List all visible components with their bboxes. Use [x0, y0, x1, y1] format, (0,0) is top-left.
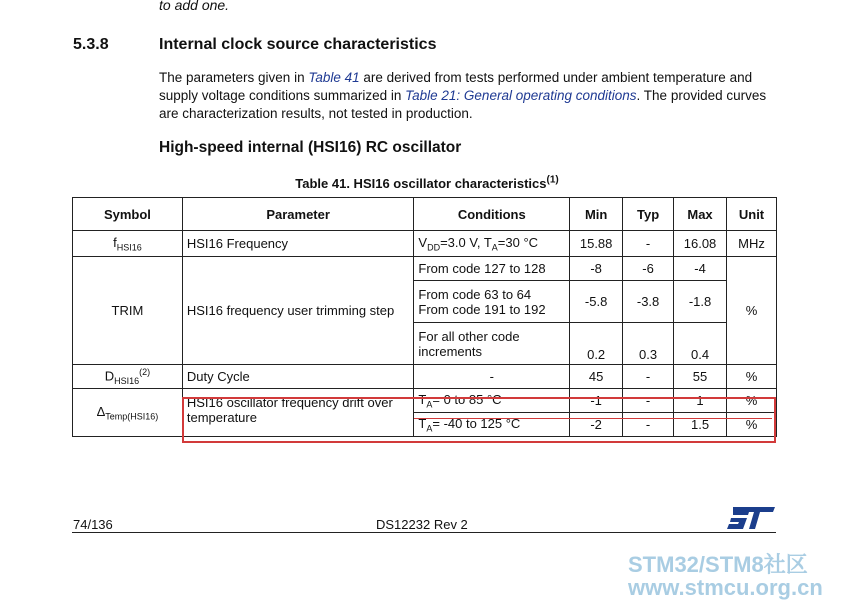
symbol-text: f — [113, 234, 117, 250]
symbol-footnote-ref: (2) — [139, 367, 151, 378]
cell-min: 45 — [570, 365, 623, 389]
watermark-url: www.stmcu.org.cn — [628, 575, 823, 600]
section-title: Internal clock source characteristics — [159, 36, 437, 53]
cond-line: For all other code — [418, 328, 520, 344]
table-header-row — [73, 198, 777, 231]
cell-typ: 0.3 — [623, 323, 674, 365]
header-symbol: Symbol — [73, 198, 183, 231]
cell-symbol — [73, 231, 183, 257]
cell-parameter: HSI16 Frequency — [182, 231, 414, 257]
cell-max: 1 — [674, 389, 727, 413]
cell-symbol — [73, 365, 183, 389]
subsection-title: High-speed internal (HSI16) RC oscillator — [159, 139, 462, 156]
cond-text: = -40 to 125 °C — [432, 415, 521, 431]
cell-conditions — [414, 281, 570, 323]
paragraph-text: The parameters given in — [159, 70, 309, 85]
cell-typ: - — [623, 365, 674, 389]
cond-text: =3.0 V, T — [440, 234, 492, 250]
header-typ: Typ — [623, 198, 674, 231]
symbol-text: D — [104, 368, 115, 384]
cond-subscript: A — [491, 242, 498, 253]
page-number: 74/136 — [73, 517, 113, 532]
cell-min: 0.2 — [570, 323, 623, 365]
header-unit: Unit — [727, 198, 777, 231]
cell-max: 55 — [674, 365, 727, 389]
cell-typ: - — [623, 231, 674, 257]
highlight-box-drift-rows — [182, 397, 776, 443]
preceding-text-fragment: to add one. — [159, 0, 230, 13]
symbol-subscript: HSI16 — [116, 242, 142, 253]
symbol-subscript: Temp(HSI16) — [105, 411, 159, 422]
cell-unit: % — [727, 257, 777, 365]
symbol-subscript: HSI16 — [114, 375, 140, 386]
st-logo-icon — [727, 507, 775, 534]
cell-max: -4 — [674, 257, 727, 281]
cell-symbol — [73, 389, 183, 437]
table-caption — [0, 175, 859, 191]
cond-text: T — [418, 391, 427, 407]
cell-max: 0.4 — [674, 323, 727, 365]
cell-typ: -3.8 — [623, 281, 674, 323]
header-max: Max — [674, 198, 727, 231]
cond-subscript: A — [426, 423, 433, 434]
table-41-link[interactable]: Table 41 — [308, 70, 360, 85]
cell-conditions: From code 127 to 128 — [414, 257, 570, 281]
cond-text: =30 °C — [497, 234, 539, 250]
header-conditions: Conditions — [414, 198, 570, 231]
paragraph-text: . The provided curves are characterization results, not tested in production. — [159, 88, 767, 121]
cond-line: From code 63 to 64 — [418, 286, 532, 302]
watermark-title: STM32/STM8社区 — [628, 552, 808, 577]
cell-conditions — [414, 231, 570, 257]
cell-symbol: TRIM — [73, 257, 183, 365]
table-21-link[interactable]: Table 21: General operating conditions — [405, 88, 637, 103]
highlight-row-divider — [414, 418, 772, 419]
cell-typ: - — [623, 413, 674, 437]
cond-text: = 0 to 85 °C — [432, 391, 502, 407]
cell-typ: - — [623, 389, 674, 413]
cell-max: -1.8 — [674, 281, 727, 323]
cell-min: 15.88 — [570, 231, 623, 257]
caption-footnote-ref: (1) — [546, 175, 559, 186]
cell-unit: MHz — [727, 231, 777, 257]
table-row-duty-cycle — [73, 365, 777, 389]
cell-parameter: HSI16 oscillator frequency drift over temperature — [182, 389, 414, 437]
cond-subscript: A — [426, 399, 433, 410]
intro-paragraph — [159, 69, 779, 123]
cell-conditions — [414, 323, 570, 365]
section-number: 5.3.8 — [73, 36, 109, 53]
cell-unit: % — [727, 389, 777, 413]
cell-unit: % — [727, 413, 777, 437]
cell-parameter: Duty Cycle — [182, 365, 414, 389]
cond-subscript: DD — [427, 242, 441, 253]
cell-min: -1 — [570, 389, 623, 413]
cell-min: -2 — [570, 413, 623, 437]
symbol-text: Δ — [96, 403, 106, 419]
cell-unit: % — [727, 365, 777, 389]
cell-max: 1.5 — [674, 413, 727, 437]
table-row-trim-1 — [73, 257, 777, 281]
paragraph-text: are derived from tests performed under ambient temperature and supply voltage conditions summarized in — [159, 70, 753, 103]
cond-text: V — [418, 234, 428, 250]
footer-rule — [72, 532, 776, 533]
cell-typ: -6 — [623, 257, 674, 281]
cell-parameter: HSI16 frequency user trimming step — [182, 257, 414, 365]
cond-line: From code 191 to 192 — [418, 301, 546, 317]
header-min: Min — [570, 198, 623, 231]
caption-text: Table 41. HSI16 oscillator characteristics — [295, 176, 547, 192]
cond-line: increments — [418, 343, 482, 359]
cell-conditions: - — [414, 365, 570, 389]
cell-min: -8 — [570, 257, 623, 281]
cond-text: T — [418, 415, 427, 431]
table-row-frequency — [73, 231, 777, 257]
cell-min: -5.8 — [570, 281, 623, 323]
header-parameter: Parameter — [182, 198, 414, 231]
document-reference: DS12232 Rev 2 — [376, 517, 468, 532]
cell-max: 16.08 — [674, 231, 727, 257]
